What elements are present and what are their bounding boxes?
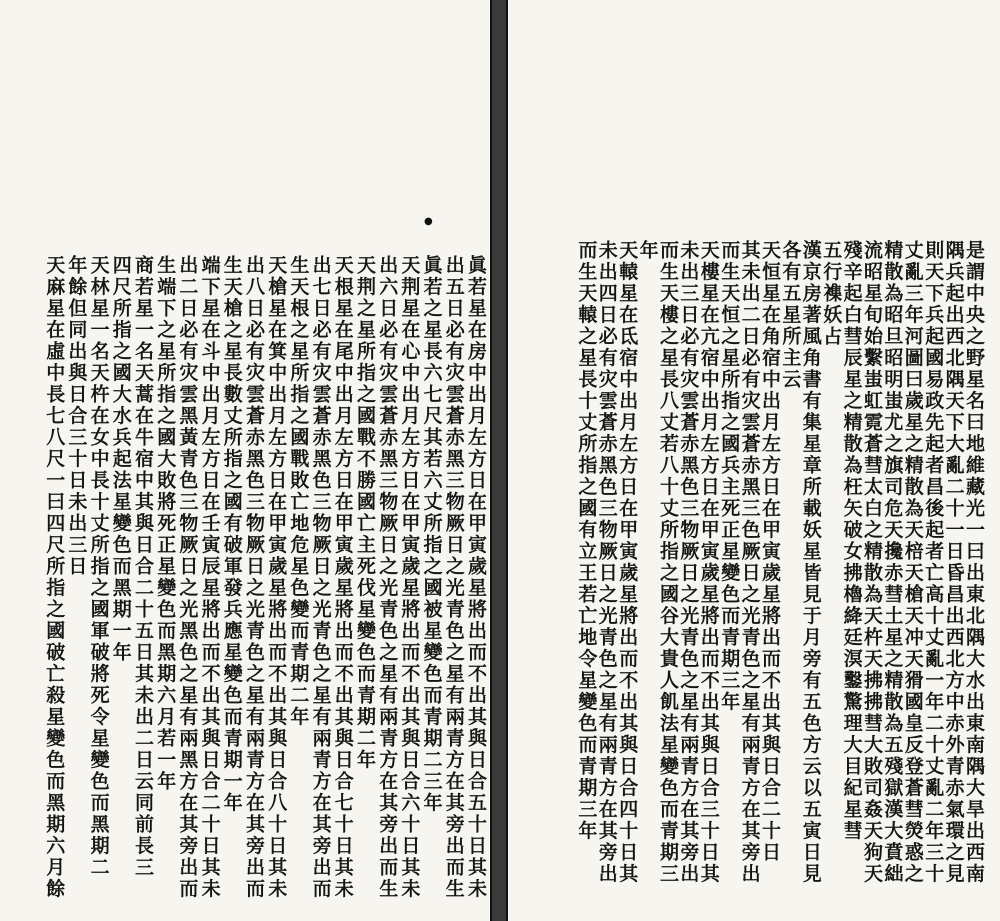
text-column: 天荆之星所指之國戰不勝國亡主死伐星變色而青期二年 — [354, 255, 376, 771]
text-column: 出六日必有灾雲蒼赤黑三物厥日之光青色之星有兩青方在其旁出而生 — [376, 255, 399, 900]
text-column: 天恒星在角宿中出月左方日在甲寅歲星將出而不出其與日合二十日 — [759, 240, 781, 864]
text-column: 天樓星在亢宿中出月左方日在甲寅歲星將出而不出其與日合三十日其 — [697, 240, 720, 885]
text-column: 則天下兵起國易政先起者昌後起者亡高十丈亂一年二十丈亂二年三十 — [922, 240, 945, 885]
text-column: 精散為昭旦昭明蚩尤之旗司危天攙赤彗土星之精散為五殘獄漢大賁絀 — [881, 240, 904, 885]
text-column: 年餘但同出與日合三十日未出三日 — [65, 255, 88, 578]
text-column: 隅兵起出西北隅天下大亂二十一日昏昌出西北方中赤外青赤氣環之見 — [942, 240, 965, 885]
text-column: 而生天恒之星所指之國兵主死正星變色而青期三年 — [718, 240, 741, 713]
text-column: 流昭星旬始繫蚩虹霓蒼彗太白之精散為天杵天拂拂彗大敗司姦天狗天 — [861, 240, 883, 885]
text-column: 年 — [636, 240, 659, 262]
text-column: 天荆星在心中出月左方日在甲寅歲星將出而不出其與日合六十日其未 — [398, 255, 421, 900]
text-column: 殘辛起白彗辰星之精散為枉矢破女拂櫓絳廷溟鑿驚理大目紀星彗 — [840, 240, 863, 842]
text-column: 天槍星在箕中出月左方日在甲寅歲星將出而不出其與日合八十日其未 — [265, 255, 288, 900]
text-column: 天麻星在虛中長七八尺一曰四尺所指之國破亡殺星變色而黑期六月餘 — [43, 255, 66, 900]
text-column: 天轅星在氐宿中出月左方日在甲寅歲星將出而不出其與日合四十日其 — [616, 240, 639, 885]
text-column: 而生天樓之星長八丈若八十丈所指之國谷大貴人飢法星變色而青期三 — [657, 240, 679, 885]
left-page — [0, 0, 492, 921]
text-column: 生端下之星所指之國大敗將死正星變色而黑期六月若一年 — [154, 255, 177, 793]
text-column: 而生天轅之星長十丈所指之國有立王若亡地令星變色而青期三年 — [575, 240, 598, 842]
text-column: 是謂中央之野星名曰地維藏光一曰出東北隅大水出東南隅大旱出西南 — [963, 240, 985, 885]
text-column: 天根星在尾中出月左方日在甲寅歲星將出而不出其與日合七十日其未 — [331, 255, 354, 900]
text-column: 商若星一名天蒿在牛宿中其與日合二十五日其未出二日云同前長三 — [132, 255, 154, 879]
text-column: 出八日必有灾雲蒼赤黑色三物厥日之光青色之星有兩青方在其旁出而 — [243, 255, 265, 900]
right-page — [506, 0, 1000, 921]
text-column: 端下星在斗中出月左方日在壬寅辰星將出而不出其與日合二十日其未 — [198, 255, 221, 900]
text-column: 生天槍之星長數丈所指之國有破軍發兵應星變色而青期一年 — [220, 255, 243, 814]
text-column: 出五日必有灾雲蒼赤黑三物厥日之光青色之星有兩青方在其旁出而生 — [442, 255, 465, 900]
text-column: 天林星一名天杵在女中長十丈所指之國軍破將死令星變色而黑期二 — [87, 255, 110, 879]
text-column: 出七日必有灾雲蒼赤黑色三物厥日之光青色之星有兩青方在其旁出而 — [309, 255, 332, 900]
text-column: 眞若星在房中出月左方日在甲寅歲星將出而不出其與日合五十日其未 — [465, 255, 487, 900]
text-column: 未出三日必有灾雲蒼赤黑色三物厥日之光青色之星有兩青方在其旁出 — [677, 240, 700, 885]
text-column: 未出四日必有灾雲蒼赤黑色三物厥日之光青色之星有兩青方在其旁出 — [595, 240, 618, 885]
text-column: 眞若之星長六七尺其若六丈所指之國被星變色而青期二三年 — [420, 255, 443, 814]
book-gutter — [492, 0, 506, 921]
text-column: 丈亂三年河圖曰歲星之精散為天棓天槍天冲天猾國皇反登蒼彗熒惑之 — [901, 240, 924, 885]
text-column: 其未出二日必有灾雲蒼赤黑三色厥日之光青色之星有兩青方在其旁出 — [738, 240, 761, 885]
text-column: 出二日必有灾雲黑黃青色三物厥日之光黑色之星有兩黑方在其旁出而 — [176, 255, 199, 900]
text-column: 五行襍妖占 — [820, 240, 843, 348]
text-column: 四尺所指之國大水兵起法星變色而黑期一年 — [109, 255, 132, 664]
text-column: 各有五星所主云 — [779, 240, 802, 391]
text-column: 生天根之星所指之國戰敗亡地危星色變而青期二年 — [287, 255, 310, 728]
ink-dot: ● — [424, 216, 433, 227]
text-column: 漢京房著風角書有集星章所載妖星皆見于月旁有五色方云以五寅日見 — [799, 240, 822, 885]
